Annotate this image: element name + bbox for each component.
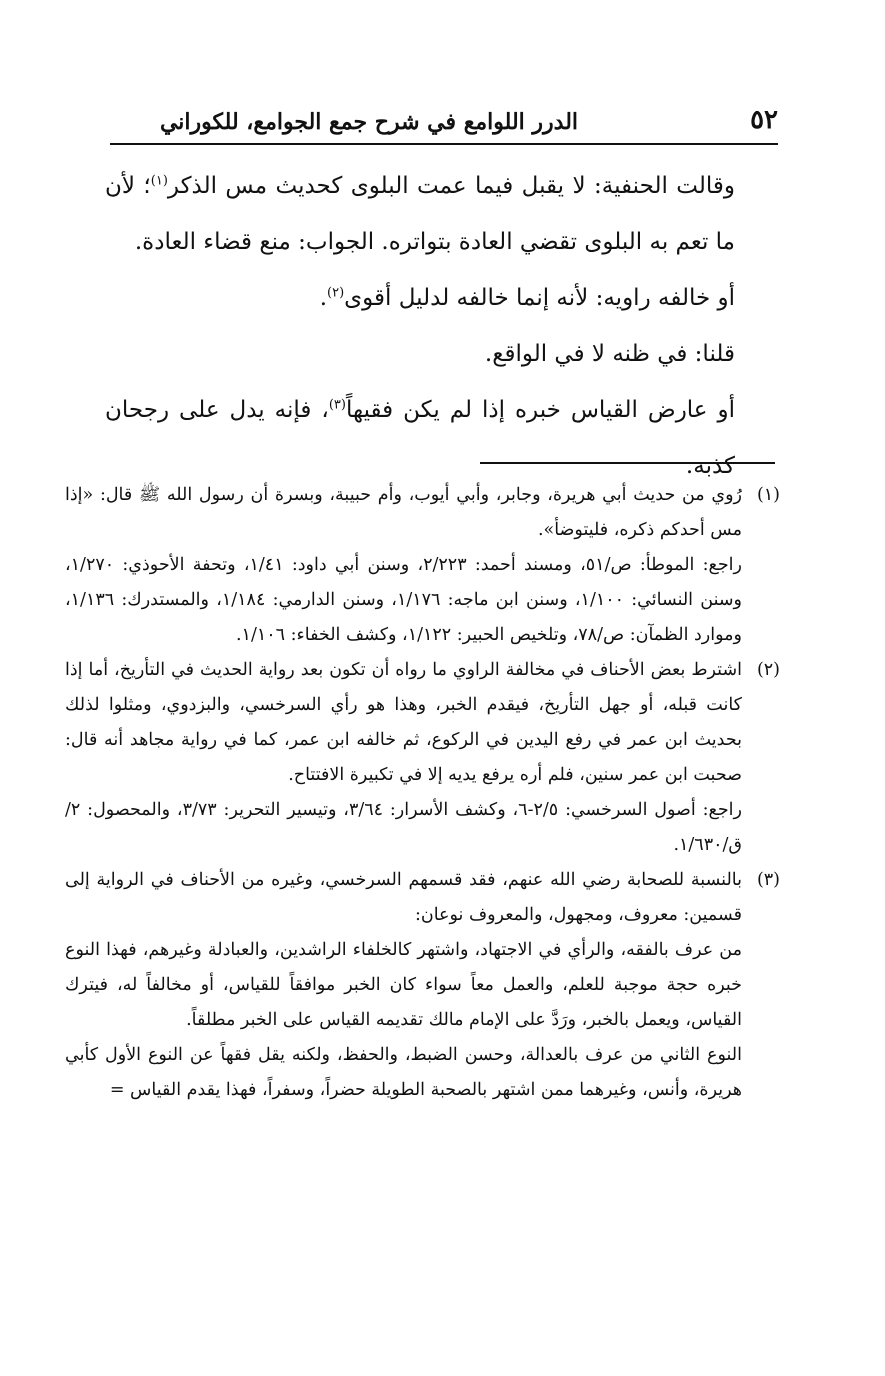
footnote-text: بالنسبة للصحابة رضي الله عنهم، فقد قسمهم السرخسي، وغيره من الأحناف في الرواية إلى قسمين: معروف، ومجهول، والمعروف نوعان: — [65, 870, 742, 925]
main-text-segment: أو خالفه راويه: لأنه إنما خالفه لدليل أقوى — [344, 285, 735, 311]
footnote-3 — [65, 863, 780, 1108]
footnote-separator — [480, 462, 775, 464]
main-text-segment: . — [319, 285, 328, 311]
main-text-segment: ، فإنه يدل على رجحان كذبه. — [105, 397, 735, 479]
footnote-text: راجع: أصول السرخسي: ٢/٥-٦، وكشف الأسرار: ٣/٦٤، وتيسير التحرير: ٣/٧٣، والمحصول: ٢/ق/١/٦٣٠. — [65, 800, 742, 855]
page-header — [110, 103, 778, 145]
main-text-segment: أو عارض القياس خبره إذا لم يكن فقيهاً — [345, 397, 736, 423]
footnote-text: اشترط بعض الأحناف في مخالفة الراوي ما رواه أن تكون بعد رواية الحديث في التأريخ، أما إذا كانت قبله، أو جهل التأريخ، فيقدم الخبر، وهذا هو رأي السرخسي، والبزدوي، ومثلوا لذلك بحديث ابن عمر في رفع اليدين في الركوع، ثم خالفه ابن عمر، كما في رواية مجاهد أنه قال: صحبت ابن عمر سنين، فلم أره يرفع يديه إلا في تكبيرة الافتتاح. — [65, 660, 742, 785]
footnote-reference[interactable]: (١) — [150, 173, 168, 189]
main-paragraph: قلنا: في ظنه لا في الواقع. — [484, 341, 735, 367]
footnote-number: (٢) — [756, 660, 780, 680]
main-text-segment: وقالت الحنفية: لا يقبل فيما عمت البلوى كحديث مس الذكر — [167, 173, 735, 199]
footnotes-section — [65, 478, 780, 1108]
footnote-text: راجع: الموطأ: ص/٥١، ومسند أحمد: ٢/٢٢٣، وسنن أبي داود: ١/٤١، وتحفة الأحوذي: ١/٢٧٠، وسنن النسائي: ١/١٠٠، وسنن ابن ماجه: ١/١٧٦، وسنن الدارمي: ١/١٨٤، والمستدرك: ١/١٣٦، وموارد الظمآن: ص/٧٨، وتلخيص الحبير: ١/١٢٢، وكشف الخفاء: ١/١٠٦. — [65, 555, 742, 645]
page-number: ٥٢ — [750, 105, 778, 135]
footnote-2 — [65, 653, 780, 863]
footnote-number: (١) — [756, 485, 780, 505]
main-paragraph — [105, 270, 780, 326]
main-text-segment: ؛ لأن ما تعم به البلوى تقضي العادة بتواتره. الجواب: منع قضاء العادة. — [105, 173, 735, 255]
footnote-reference[interactable]: (٣) — [328, 397, 346, 413]
main-text — [105, 158, 780, 494]
footnote-1 — [65, 478, 780, 653]
running-title: الدرر اللوامع في شرح جمع الجوامع، للكوراني — [159, 109, 579, 135]
footnote-reference[interactable]: (٢) — [327, 285, 345, 301]
main-paragraph — [105, 158, 780, 270]
footnote-number: (٣) — [756, 870, 780, 890]
footnote-text: رُوي من حديث أبي هريرة، وجابر، وأبي أيوب، وأم حبيبة، وبسرة أن رسول الله ﷺ قال: «إذا مس أحدكم ذكره، فليتوضأ». — [65, 485, 742, 540]
footnote-text: من عرف بالفقه، والرأي في الاجتهاد، واشتهر كالخلفاء الراشدين، والعبادلة وغيرهم، فهذا النوع خبره حجة موجبة للعلم، والعمل معاً سواء كان الخبر موافقاً للقياس، أو مخالفاً له، فيترك القياس، ويعمل بالخبر، ورَدَّ على الإمام مالك تقديمه القياس على الخبر مطلقاً. — [65, 940, 742, 1030]
footnote-text: النوع الثاني من عرف بالعدالة، وحسن الضبط، والحفظ، ولكنه يقل فقهاً عن النوع الأول كأبي هريرة، وأنس، وغيرهما ممن اشتهر بالصحبة الطويلة حضراً، وسفراً، فهذا يقدم القياس = — [65, 1045, 742, 1100]
